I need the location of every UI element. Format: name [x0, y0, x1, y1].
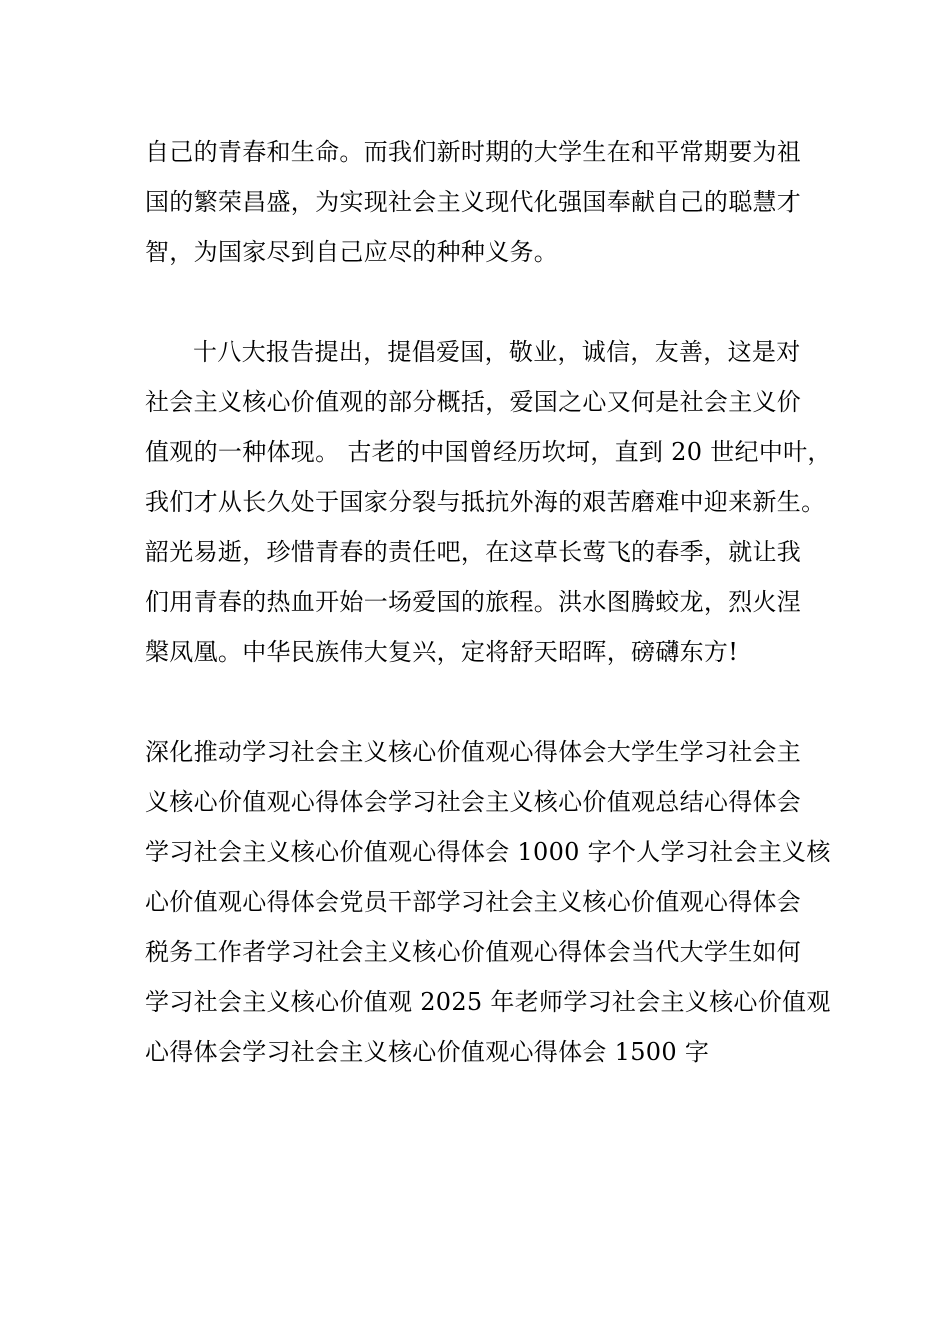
text-line: 学习社会主义核心价值观 2025 年老师学习社会主义核心价值观 — [145, 988, 831, 1016]
text-line: 值观的一种体现。 古老的中国曾经历坎坷，直到 20 世纪中叶， — [145, 438, 832, 466]
text-line: 我们才从长久处于国家分裂与抵抗外海的艰苦磨难中迎来新生。 — [145, 488, 826, 516]
text-line: 韶光易逝，珍惜青春的责任吧，在这草长莺飞的春季，就让我 — [145, 538, 802, 566]
text-line: 们用青春的热血开始一场爱国的旅程。洪水图腾蛟龙，烈火涅 — [145, 588, 802, 616]
text-line: 槃凤凰。中华民族伟大复兴，定将舒天昭晖，磅礴东方! — [145, 638, 739, 666]
text-line: 心价值观心得体会党员干部学习社会主义核心价值观心得体会 — [145, 888, 802, 916]
text-line: 义核心价值观心得体会学习社会主义核心价值观总结心得体会 — [145, 788, 802, 816]
text-line: 税务工作者学习社会主义核心价值观心得体会当代大学生如何 — [145, 938, 802, 966]
text-line: 深化推动学习社会主义核心价值观心得体会大学生学习社会主 — [145, 738, 802, 766]
text-line: 学习社会主义核心价值观心得体会 1000 字个人学习社会主义核 — [145, 838, 831, 866]
text-line: 社会主义核心价值观的部分概括，爱国之心又何是社会主义价 — [145, 388, 802, 416]
text-line: 智，为国家尽到自己应尽的种种义务。 — [145, 238, 559, 266]
text-line: 十八大报告提出，提倡爱国，敬业，诚信，友善，这是对 — [193, 338, 801, 366]
text-line: 心得体会学习社会主义核心价值观心得体会 1500 字 — [145, 1038, 710, 1066]
text-line: 自己的青春和生命。而我们新时期的大学生在和平常期要为祖 — [145, 138, 802, 166]
text-line: 国的繁荣昌盛，为实现社会主义现代化强国奉献自己的聪慧才 — [145, 188, 802, 216]
